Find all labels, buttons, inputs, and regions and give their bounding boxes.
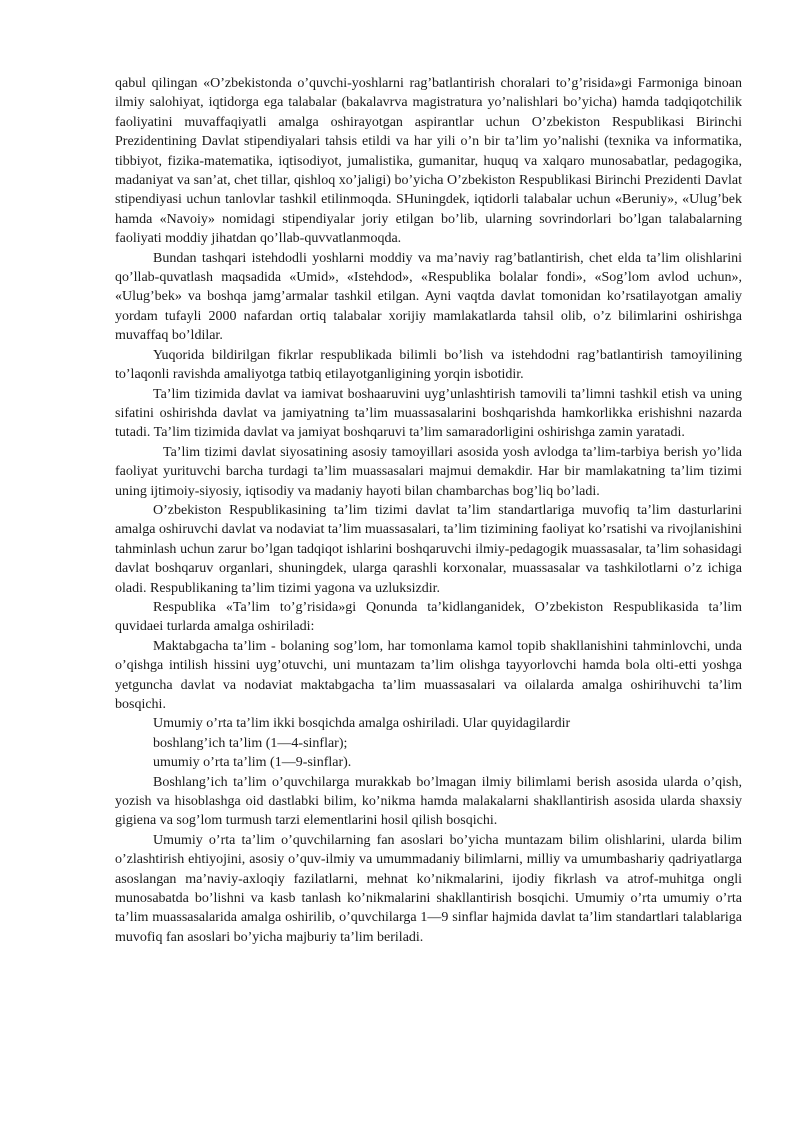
- paragraph: O’zbekiston Respublikasining ta’lim tizimi davlat ta’lim standartlariga muvofiq ta’lim dasturlarini amalga oshiruvchi davlat va nodaviat ta’lim muassasalari, ta’lim tizimining faoliyat ko’rsatishi va rivojlanishini tahminlash uchun zarur bo’lgan tadqiqot ishlarini boshqaruvchi ilmiy-pedagogik muassasalar, ta’lim sohasidagi davlat boshqaruv organlari, shuningdek, ularga qarashli korxonalar, muassasalar va tashkilotlarni o’z ichiga oladi. Respublikaning ta’lim tizimi yagona va uzluksizdir.: [115, 502, 742, 596]
- paragraph: Respublika «Ta’lim to’g’risida»gi Qonunda ta’kidlanganidek, O’zbekiston Respublikasida ta’lim quvidaei turlarda amalga oshiriladi:: [115, 599, 742, 635]
- paragraph: Ta’lim tizimida davlat va iamivat boshaaruvini uyg’unlashtirish tamovili ta’limni tashkil etish va uning sifatini oshirishda davlat va jamiyatning ta’lim muassasalarini boshqarishda hamkorlikka erishishni nazarda tutadi. Ta’lim tizimida davlat va jamiyat boshqaruvi ta’lim samaradorligini oshirishga zamin yaratadi.: [115, 386, 742, 441]
- paragraph: Boshlang’ich ta’lim o’quvchilarga murakkab bo’lmagan ilmiy bilimlami berish asosida ularda o’qish, yozish va hisoblashga oid dastlabki bilim, ko’nikma hamda malakalarni shakllantirish asosida ularda shaxsiy gigiena va sog’lom turmush tarzi elementlarini hosil qilish bosqichi.: [115, 774, 742, 829]
- paragraph: Bundan tashqari istehdodli yoshlarni moddiy va ma’naviy rag’batlantirish, chet elda ta’lim olishlarini qo’llab-quvatlash maqsadida «Umid», «Istehdod», «Respublika bolalar fondi», «Sog’lom avlod uchun», «Ulug’bek» va boshqa jamg’armalar tashkil etilgan. Ayni vaqtda davlat tomonidan ko’rsatilayotgan amaliy yordam tufayli 2000 nafardan ortiq talabalar xorijiy mamlakatlarda tahsil olib, o’z bilimlarini oshirishga muvaffaq bo’ldilar.: [115, 250, 742, 344]
- paragraph: Umumiy o’rta ta’lim o’quvchilarning fan asoslari bo’yicha muntazam bilim olishlarini, ularda bilim o’zlashtirish ehtiyojini, asosiy o’quv-ilmiy va umummadaniy bilimlarni, milliy va umumbashariy qadriyatlarga asoslangan ma’naviy-axloqiy fazilatlarni, mehnat ko’nikmalarini, ijodiy fikrlash va atrof-muhitga ongli munosabatda bo’lishni va kasb tanlash ko’nikmalarini shakllantirish bosqichi. Umumiy o’rta umumiy o’rta ta’lim muassasalarida amalga oshirilib, o’quvchilarga 1—9 sinflar hajmida davlat ta’lim standartlari talablariga muvofiq fan asoslari bo’yicha majburiy ta’lim beriladi.: [115, 832, 742, 945]
- paragraph: qabul qilingan «O’zbekistonda o’quvchi-yoshlarni rag’batlantirish choralari to’g’risida»gi Farmoniga binoan ilmiy salohiyat, iqtidorga ega talabalar (bakalavrva magistratura yo’nalishlari bo’yicha) hamda tadqiqotchilik faoliyatini muvaffaqiyatli amalga oshirayotgan aspirantlar uchun O’zbekiston Respublikasi Birinchi Prezidentining Davlat stipendiyalari tahsis etildi va har yili o’n bir ta’lim yo’nalishi (texnika va informatika, tibbiyot, fizika-matematika, iqtisodiyot, jumalistika, gumanitar, huquq va xalqaro munosabatlar, pedagogika, madaniyat va san’at, chet tillar, qishloq xo’jaligi) bo’yicha O’zbekiston Respublikasi Birinchi Prezidenti Davlat stipendiyasi uchun tanlovlar tashkil etilinmoqda. SHuningdek, iqtidorli talabalar uchun «Beruniy», «Ulug’bek hamda «Navoiy» nomidagi stipendiyalar joriy etilgan bo’lib, ularning sovrindorlari bo’lgan talabalarning faoliyati moddiy jihatdan qo’llab-quvvatlanmoqda.: [115, 76, 742, 247]
- list-item: umumiy o’rta ta’lim (1—9-sinflar).: [153, 755, 352, 771]
- list-item: boshlang’ich ta’lim (1—4-sinflar);: [153, 735, 348, 751]
- paragraph: Ta’lim tizimi davlat siyosatining asosiy tamoyillari asosida yosh avlodga ta’lim-tarbiya berish yo’lida faoliyat yurituvchi barcha turdagi ta’lim muassasalari majmui demakdir. Har bir mamlakatning ta’lim tizimi uning ijtimoiy-siyosiy, iqtisodiy va madaniy hayoti bilan chambarchas bog’liq bo’ladi.: [115, 444, 742, 499]
- paragraph: Umumiy o’rta ta’lim ikki bosqichda amalga oshiriladi. Ular quyidagilardir: [153, 716, 571, 732]
- document-page: [115, 74, 742, 947]
- paragraph: Yuqorida bildirilgan fikrlar respublikada bilimli bo’lish va istehdodni rag’batlantirish tamoyilining to’laqonli ravishda amaliyotga tatbiq etilayotganligining yorqin isbotidir.: [115, 347, 742, 383]
- paragraph: Maktabgacha ta’lim - bolaning sog’lom, har tomonlama kamol topib shakllanishini tahminlovchi, unda o’qishga intilish hissini uyg’otuvchi, uni muntazam ta’lim olishga tayyorlovchi hamda bola olti-etti yoshga yetguncha davlat va nodaviat maktabgacha ta’lim muassasalari va oilalarda amalga oshirihuvchi ta’lim bosqichi.: [115, 638, 742, 712]
